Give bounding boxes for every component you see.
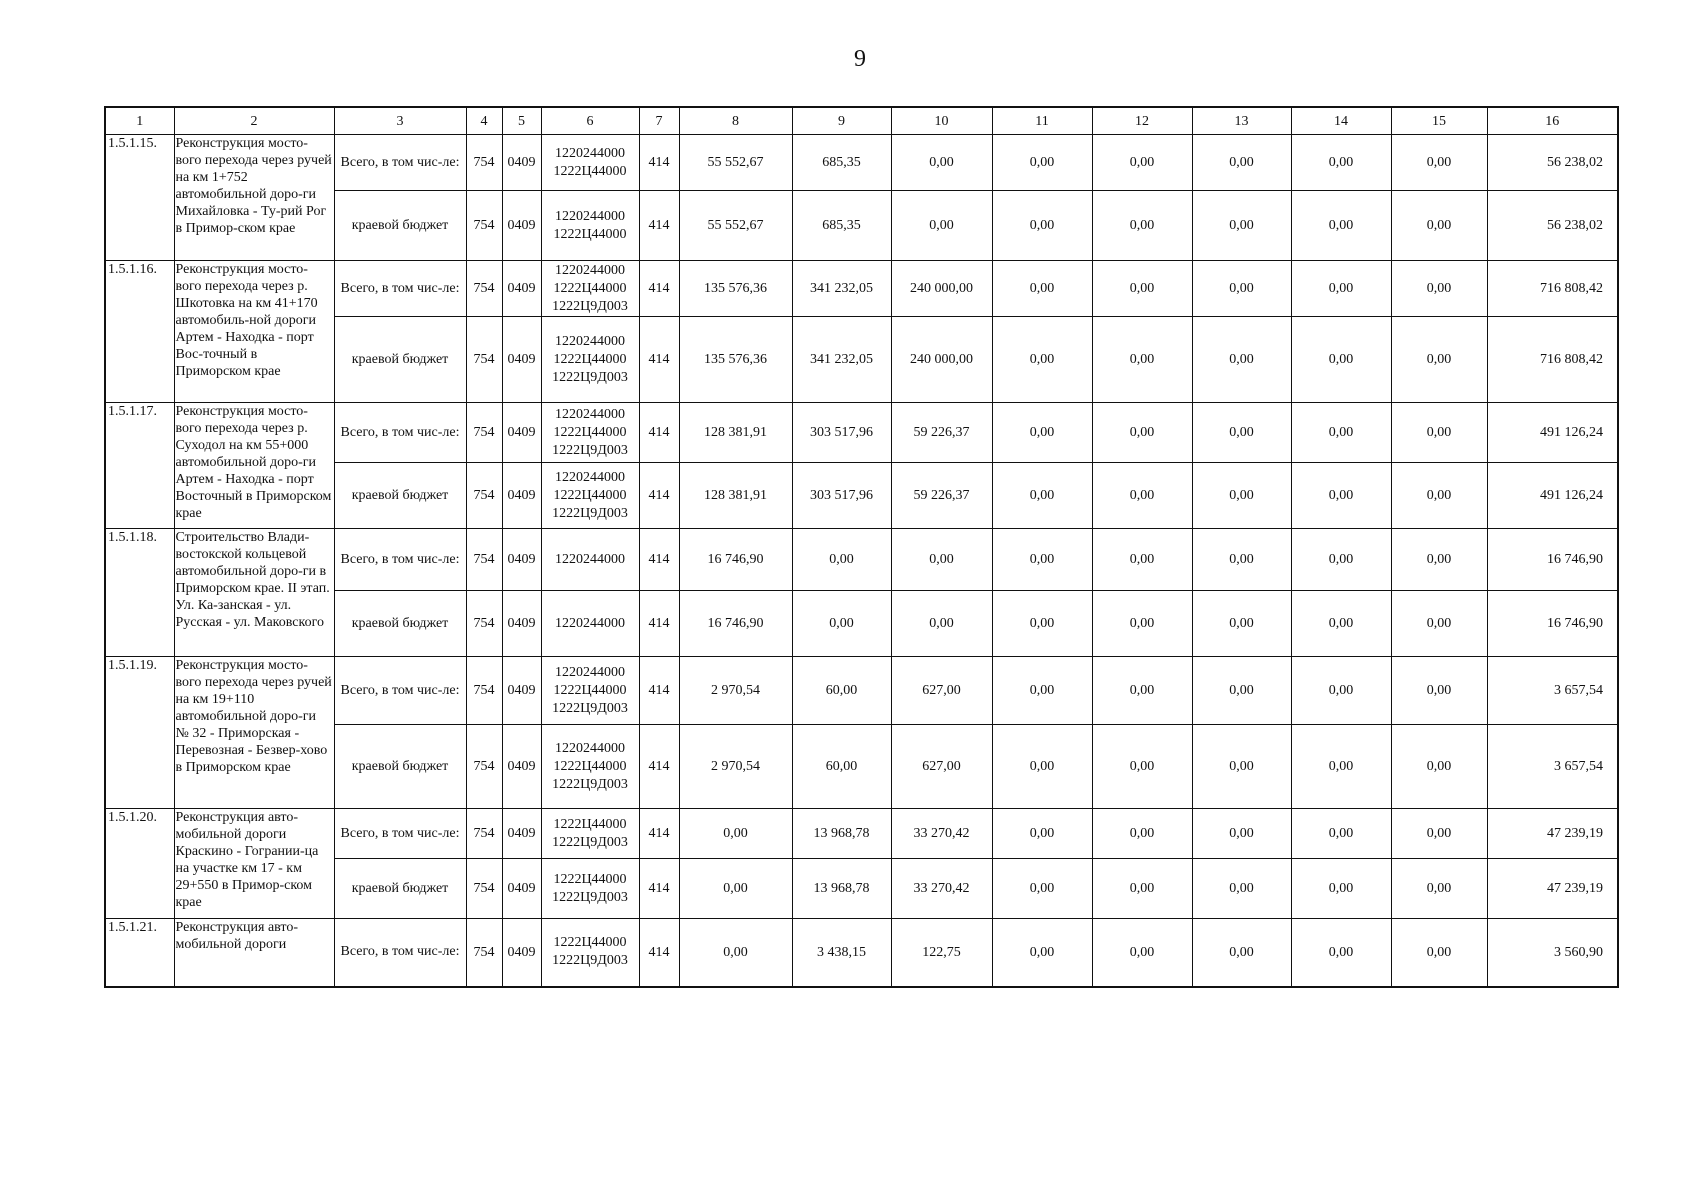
value-col15-cell: 0,00 bbox=[1391, 529, 1487, 591]
funding-source-cell: краевой бюджет bbox=[334, 463, 466, 529]
header-cell: 9 bbox=[792, 107, 891, 135]
value-col15-cell: 0,00 bbox=[1391, 463, 1487, 529]
value-col14-cell: 0,00 bbox=[1291, 657, 1391, 725]
header-cell: 2 bbox=[174, 107, 334, 135]
header-cell: 8 bbox=[679, 107, 792, 135]
value-col12-cell: 0,00 bbox=[1092, 191, 1192, 261]
expense-type-cell: 414 bbox=[639, 261, 679, 317]
value-col12-cell: 0,00 bbox=[1092, 135, 1192, 191]
target-article-cell: 1220244000 1222Ц44000 1222Ц9Д003 bbox=[541, 317, 639, 403]
value-col12-cell: 0,00 bbox=[1092, 809, 1192, 859]
ministry-code-cell: 754 bbox=[466, 403, 502, 463]
value-col10-cell: 122,75 bbox=[891, 919, 992, 987]
budget-table bbox=[104, 106, 1619, 988]
value-col10-cell: 59 226,37 bbox=[891, 403, 992, 463]
value-col12-cell: 0,00 bbox=[1092, 859, 1192, 919]
target-article-cell: 1222Ц44000 1222Ц9Д003 bbox=[541, 859, 639, 919]
funding-source-cell: краевой бюджет bbox=[334, 191, 466, 261]
total-cell: 491 126,24 bbox=[1487, 403, 1618, 463]
value-col12-cell: 0,00 bbox=[1092, 657, 1192, 725]
value-col10-cell: 240 000,00 bbox=[891, 317, 992, 403]
value-col10-cell: 0,00 bbox=[891, 191, 992, 261]
header-cell: 16 bbox=[1487, 107, 1618, 135]
value-col8-cell: 16 746,90 bbox=[679, 529, 792, 591]
section-code-cell: 0409 bbox=[502, 135, 541, 191]
expense-type-cell: 414 bbox=[639, 919, 679, 987]
item-number-cell: 1.5.1.21. bbox=[105, 919, 174, 987]
value-col14-cell: 0,00 bbox=[1291, 135, 1391, 191]
value-col15-cell: 0,00 bbox=[1391, 809, 1487, 859]
value-col8-cell: 55 552,67 bbox=[679, 135, 792, 191]
header-cell: 12 bbox=[1092, 107, 1192, 135]
value-col9-cell: 685,35 bbox=[792, 135, 891, 191]
item-number-cell: 1.5.1.20. bbox=[105, 809, 174, 919]
value-col15-cell: 0,00 bbox=[1391, 135, 1487, 191]
funding-source-cell: Всего, в том чис-ле: bbox=[334, 135, 466, 191]
value-col11-cell: 0,00 bbox=[992, 591, 1092, 657]
value-col11-cell: 0,00 bbox=[992, 859, 1092, 919]
total-cell: 16 746,90 bbox=[1487, 591, 1618, 657]
value-col12-cell: 0,00 bbox=[1092, 919, 1192, 987]
section-code-cell: 0409 bbox=[502, 261, 541, 317]
value-col8-cell: 135 576,36 bbox=[679, 317, 792, 403]
value-col9-cell: 60,00 bbox=[792, 657, 891, 725]
value-col13-cell: 0,00 bbox=[1192, 591, 1291, 657]
value-col15-cell: 0,00 bbox=[1391, 725, 1487, 809]
value-col9-cell: 303 517,96 bbox=[792, 463, 891, 529]
expense-type-cell: 414 bbox=[639, 725, 679, 809]
value-col11-cell: 0,00 bbox=[992, 463, 1092, 529]
value-col11-cell: 0,00 bbox=[992, 725, 1092, 809]
value-col8-cell: 0,00 bbox=[679, 919, 792, 987]
section-code-cell: 0409 bbox=[502, 463, 541, 529]
value-col13-cell: 0,00 bbox=[1192, 403, 1291, 463]
expense-type-cell: 414 bbox=[639, 529, 679, 591]
value-col8-cell: 55 552,67 bbox=[679, 191, 792, 261]
value-col13-cell: 0,00 bbox=[1192, 463, 1291, 529]
ministry-code-cell: 754 bbox=[466, 317, 502, 403]
funding-source-cell: краевой бюджет bbox=[334, 859, 466, 919]
ministry-code-cell: 754 bbox=[466, 859, 502, 919]
project-name-cell: Реконструкция мосто-вого перехода через ручей на км 1+752 автомобильной доро-ги Михайловка - Ту-рий Рог в Примор-ском крае bbox=[174, 135, 334, 261]
table-header-row bbox=[105, 107, 1618, 135]
header-cell: 14 bbox=[1291, 107, 1391, 135]
table-row bbox=[105, 261, 1618, 317]
value-col14-cell: 0,00 bbox=[1291, 919, 1391, 987]
value-col15-cell: 0,00 bbox=[1391, 261, 1487, 317]
value-col12-cell: 0,00 bbox=[1092, 463, 1192, 529]
value-col11-cell: 0,00 bbox=[992, 809, 1092, 859]
value-col15-cell: 0,00 bbox=[1391, 919, 1487, 987]
ministry-code-cell: 754 bbox=[466, 657, 502, 725]
value-col15-cell: 0,00 bbox=[1391, 657, 1487, 725]
value-col10-cell: 240 000,00 bbox=[891, 261, 992, 317]
value-col11-cell: 0,00 bbox=[992, 135, 1092, 191]
value-col11-cell: 0,00 bbox=[992, 403, 1092, 463]
value-col13-cell: 0,00 bbox=[1192, 657, 1291, 725]
expense-type-cell: 414 bbox=[639, 463, 679, 529]
table-row bbox=[105, 657, 1618, 725]
project-name-cell: Реконструкция мосто-вого перехода через ручей на км 19+110 автомобильной доро-ги № 32 - Приморская - Перевозная - Безвер-хово в Приморском крае bbox=[174, 657, 334, 809]
ministry-code-cell: 754 bbox=[466, 919, 502, 987]
value-col12-cell: 0,00 bbox=[1092, 403, 1192, 463]
funding-source-cell: краевой бюджет bbox=[334, 591, 466, 657]
value-col15-cell: 0,00 bbox=[1391, 317, 1487, 403]
ministry-code-cell: 754 bbox=[466, 529, 502, 591]
ministry-code-cell: 754 bbox=[466, 809, 502, 859]
value-col9-cell: 13 968,78 bbox=[792, 859, 891, 919]
header-cell: 1 bbox=[105, 107, 174, 135]
value-col8-cell: 128 381,91 bbox=[679, 463, 792, 529]
value-col8-cell: 0,00 bbox=[679, 859, 792, 919]
value-col9-cell: 341 232,05 bbox=[792, 317, 891, 403]
expense-type-cell: 414 bbox=[639, 317, 679, 403]
value-col10-cell: 59 226,37 bbox=[891, 463, 992, 529]
total-cell: 3 657,54 bbox=[1487, 657, 1618, 725]
expense-type-cell: 414 bbox=[639, 591, 679, 657]
section-code-cell: 0409 bbox=[502, 403, 541, 463]
value-col13-cell: 0,00 bbox=[1192, 809, 1291, 859]
total-cell: 716 808,42 bbox=[1487, 261, 1618, 317]
value-col14-cell: 0,00 bbox=[1291, 529, 1391, 591]
funding-source-cell: Всего, в том чис-ле: bbox=[334, 809, 466, 859]
value-col10-cell: 627,00 bbox=[891, 657, 992, 725]
ministry-code-cell: 754 bbox=[466, 135, 502, 191]
item-number-cell: 1.5.1.16. bbox=[105, 261, 174, 403]
ministry-code-cell: 754 bbox=[466, 725, 502, 809]
value-col14-cell: 0,00 bbox=[1291, 809, 1391, 859]
value-col9-cell: 303 517,96 bbox=[792, 403, 891, 463]
section-code-cell: 0409 bbox=[502, 725, 541, 809]
value-col9-cell: 685,35 bbox=[792, 191, 891, 261]
value-col14-cell: 0,00 bbox=[1291, 191, 1391, 261]
value-col11-cell: 0,00 bbox=[992, 191, 1092, 261]
header-cell: 13 bbox=[1192, 107, 1291, 135]
section-code-cell: 0409 bbox=[502, 919, 541, 987]
value-col13-cell: 0,00 bbox=[1192, 191, 1291, 261]
funding-source-cell: Всего, в том чис-ле: bbox=[334, 261, 466, 317]
table-row bbox=[105, 919, 1618, 987]
ministry-code-cell: 754 bbox=[466, 463, 502, 529]
section-code-cell: 0409 bbox=[502, 317, 541, 403]
page-number: 9 bbox=[854, 46, 866, 72]
total-cell: 491 126,24 bbox=[1487, 463, 1618, 529]
table-row bbox=[105, 529, 1618, 591]
table-row bbox=[105, 403, 1618, 463]
value-col13-cell: 0,00 bbox=[1192, 529, 1291, 591]
value-col15-cell: 0,00 bbox=[1391, 403, 1487, 463]
project-name-cell: Строительство Влади-востокской кольцевой автомобильной доро-ги в Приморском крае. II этап. Ул. Ка-занская - ул. Русская - ул. Маковского bbox=[174, 529, 334, 657]
header-cell: 7 bbox=[639, 107, 679, 135]
expense-type-cell: 414 bbox=[639, 657, 679, 725]
target-article-cell: 1220244000 1222Ц44000 1222Ц9Д003 bbox=[541, 261, 639, 317]
total-cell: 716 808,42 bbox=[1487, 317, 1618, 403]
funding-source-cell: Всего, в том чис-ле: bbox=[334, 403, 466, 463]
funding-source-cell: краевой бюджет bbox=[334, 317, 466, 403]
total-cell: 16 746,90 bbox=[1487, 529, 1618, 591]
value-col11-cell: 0,00 bbox=[992, 657, 1092, 725]
ministry-code-cell: 754 bbox=[466, 191, 502, 261]
funding-source-cell: Всего, в том чис-ле: bbox=[334, 919, 466, 987]
item-number-cell: 1.5.1.18. bbox=[105, 529, 174, 657]
value-col9-cell: 0,00 bbox=[792, 591, 891, 657]
project-name-cell: Реконструкция мосто-вого перехода через р. Суходол на км 55+000 автомобильной доро-ги Артем - Находка - порт Восточный в Приморском крае bbox=[174, 403, 334, 529]
header-cell: 3 bbox=[334, 107, 466, 135]
value-col11-cell: 0,00 bbox=[992, 919, 1092, 987]
target-article-cell: 1220244000 1222Ц44000 1222Ц9Д003 bbox=[541, 725, 639, 809]
item-number-cell: 1.5.1.15. bbox=[105, 135, 174, 261]
total-cell: 47 239,19 bbox=[1487, 859, 1618, 919]
total-cell: 3 560,90 bbox=[1487, 919, 1618, 987]
target-article-cell: 1220244000 1222Ц44000 1222Ц9Д003 bbox=[541, 463, 639, 529]
item-number-cell: 1.5.1.19. bbox=[105, 657, 174, 809]
value-col9-cell: 3 438,15 bbox=[792, 919, 891, 987]
section-code-cell: 0409 bbox=[502, 191, 541, 261]
value-col9-cell: 60,00 bbox=[792, 725, 891, 809]
ministry-code-cell: 754 bbox=[466, 261, 502, 317]
funding-source-cell: краевой бюджет bbox=[334, 725, 466, 809]
item-number-cell: 1.5.1.17. bbox=[105, 403, 174, 529]
value-col15-cell: 0,00 bbox=[1391, 191, 1487, 261]
target-article-cell: 1220244000 1222Ц44000 1222Ц9Д003 bbox=[541, 657, 639, 725]
expense-type-cell: 414 bbox=[639, 809, 679, 859]
ministry-code-cell: 754 bbox=[466, 591, 502, 657]
target-article-cell: 1220244000 1222Ц44000 bbox=[541, 191, 639, 261]
value-col15-cell: 0,00 bbox=[1391, 591, 1487, 657]
value-col10-cell: 0,00 bbox=[891, 135, 992, 191]
value-col14-cell: 0,00 bbox=[1291, 725, 1391, 809]
target-article-cell: 1220244000 bbox=[541, 529, 639, 591]
value-col13-cell: 0,00 bbox=[1192, 725, 1291, 809]
value-col9-cell: 0,00 bbox=[792, 529, 891, 591]
value-col8-cell: 0,00 bbox=[679, 809, 792, 859]
value-col8-cell: 135 576,36 bbox=[679, 261, 792, 317]
funding-source-cell: Всего, в том чис-ле: bbox=[334, 657, 466, 725]
target-article-cell: 1220244000 1222Ц44000 bbox=[541, 135, 639, 191]
value-col9-cell: 341 232,05 bbox=[792, 261, 891, 317]
total-cell: 47 239,19 bbox=[1487, 809, 1618, 859]
value-col13-cell: 0,00 bbox=[1192, 317, 1291, 403]
table-row bbox=[105, 809, 1618, 859]
target-article-cell: 1220244000 bbox=[541, 591, 639, 657]
value-col14-cell: 0,00 bbox=[1291, 463, 1391, 529]
header-cell: 11 bbox=[992, 107, 1092, 135]
value-col13-cell: 0,00 bbox=[1192, 859, 1291, 919]
value-col10-cell: 33 270,42 bbox=[891, 809, 992, 859]
total-cell: 3 657,54 bbox=[1487, 725, 1618, 809]
value-col14-cell: 0,00 bbox=[1291, 859, 1391, 919]
value-col12-cell: 0,00 bbox=[1092, 725, 1192, 809]
header-cell: 6 bbox=[541, 107, 639, 135]
expense-type-cell: 414 bbox=[639, 135, 679, 191]
target-article-cell: 1220244000 1222Ц44000 1222Ц9Д003 bbox=[541, 403, 639, 463]
value-col13-cell: 0,00 bbox=[1192, 261, 1291, 317]
value-col11-cell: 0,00 bbox=[992, 317, 1092, 403]
value-col8-cell: 16 746,90 bbox=[679, 591, 792, 657]
expense-type-cell: 414 bbox=[639, 191, 679, 261]
value-col8-cell: 128 381,91 bbox=[679, 403, 792, 463]
value-col14-cell: 0,00 bbox=[1291, 317, 1391, 403]
value-col9-cell: 13 968,78 bbox=[792, 809, 891, 859]
header-cell: 15 bbox=[1391, 107, 1487, 135]
value-col15-cell: 0,00 bbox=[1391, 859, 1487, 919]
value-col8-cell: 2 970,54 bbox=[679, 725, 792, 809]
section-code-cell: 0409 bbox=[502, 591, 541, 657]
value-col14-cell: 0,00 bbox=[1291, 403, 1391, 463]
section-code-cell: 0409 bbox=[502, 529, 541, 591]
value-col12-cell: 0,00 bbox=[1092, 317, 1192, 403]
section-code-cell: 0409 bbox=[502, 657, 541, 725]
project-name-cell: Реконструкция мосто-вого перехода через р. Шкотовка на км 41+170 автомобиль-ной дороги Артем - Находка - порт Вос-точный в Приморском крае bbox=[174, 261, 334, 403]
expense-type-cell: 414 bbox=[639, 859, 679, 919]
target-article-cell: 1222Ц44000 1222Ц9Д003 bbox=[541, 809, 639, 859]
project-name-cell: Реконструкция авто-мобильной дороги Краскино - Гогрании-ца на участке км 17 - км 29+550 в Примор-ском крае bbox=[174, 809, 334, 919]
value-col12-cell: 0,00 bbox=[1092, 261, 1192, 317]
header-cell: 10 bbox=[891, 107, 992, 135]
value-col12-cell: 0,00 bbox=[1092, 591, 1192, 657]
value-col12-cell: 0,00 bbox=[1092, 529, 1192, 591]
value-col13-cell: 0,00 bbox=[1192, 919, 1291, 987]
section-code-cell: 0409 bbox=[502, 859, 541, 919]
target-article-cell: 1222Ц44000 1222Ц9Д003 bbox=[541, 919, 639, 987]
value-col11-cell: 0,00 bbox=[992, 261, 1092, 317]
value-col14-cell: 0,00 bbox=[1291, 261, 1391, 317]
section-code-cell: 0409 bbox=[502, 809, 541, 859]
project-name-cell: Реконструкция авто-мобильной дороги bbox=[174, 919, 334, 987]
total-cell: 56 238,02 bbox=[1487, 191, 1618, 261]
value-col10-cell: 627,00 bbox=[891, 725, 992, 809]
total-cell: 56 238,02 bbox=[1487, 135, 1618, 191]
header-cell: 5 bbox=[502, 107, 541, 135]
table-row bbox=[105, 135, 1618, 191]
value-col11-cell: 0,00 bbox=[992, 529, 1092, 591]
funding-source-cell: Всего, в том чис-ле: bbox=[334, 529, 466, 591]
value-col13-cell: 0,00 bbox=[1192, 135, 1291, 191]
header-cell: 4 bbox=[466, 107, 502, 135]
value-col10-cell: 33 270,42 bbox=[891, 859, 992, 919]
value-col10-cell: 0,00 bbox=[891, 529, 992, 591]
value-col14-cell: 0,00 bbox=[1291, 591, 1391, 657]
value-col10-cell: 0,00 bbox=[891, 591, 992, 657]
value-col8-cell: 2 970,54 bbox=[679, 657, 792, 725]
expense-type-cell: 414 bbox=[639, 403, 679, 463]
